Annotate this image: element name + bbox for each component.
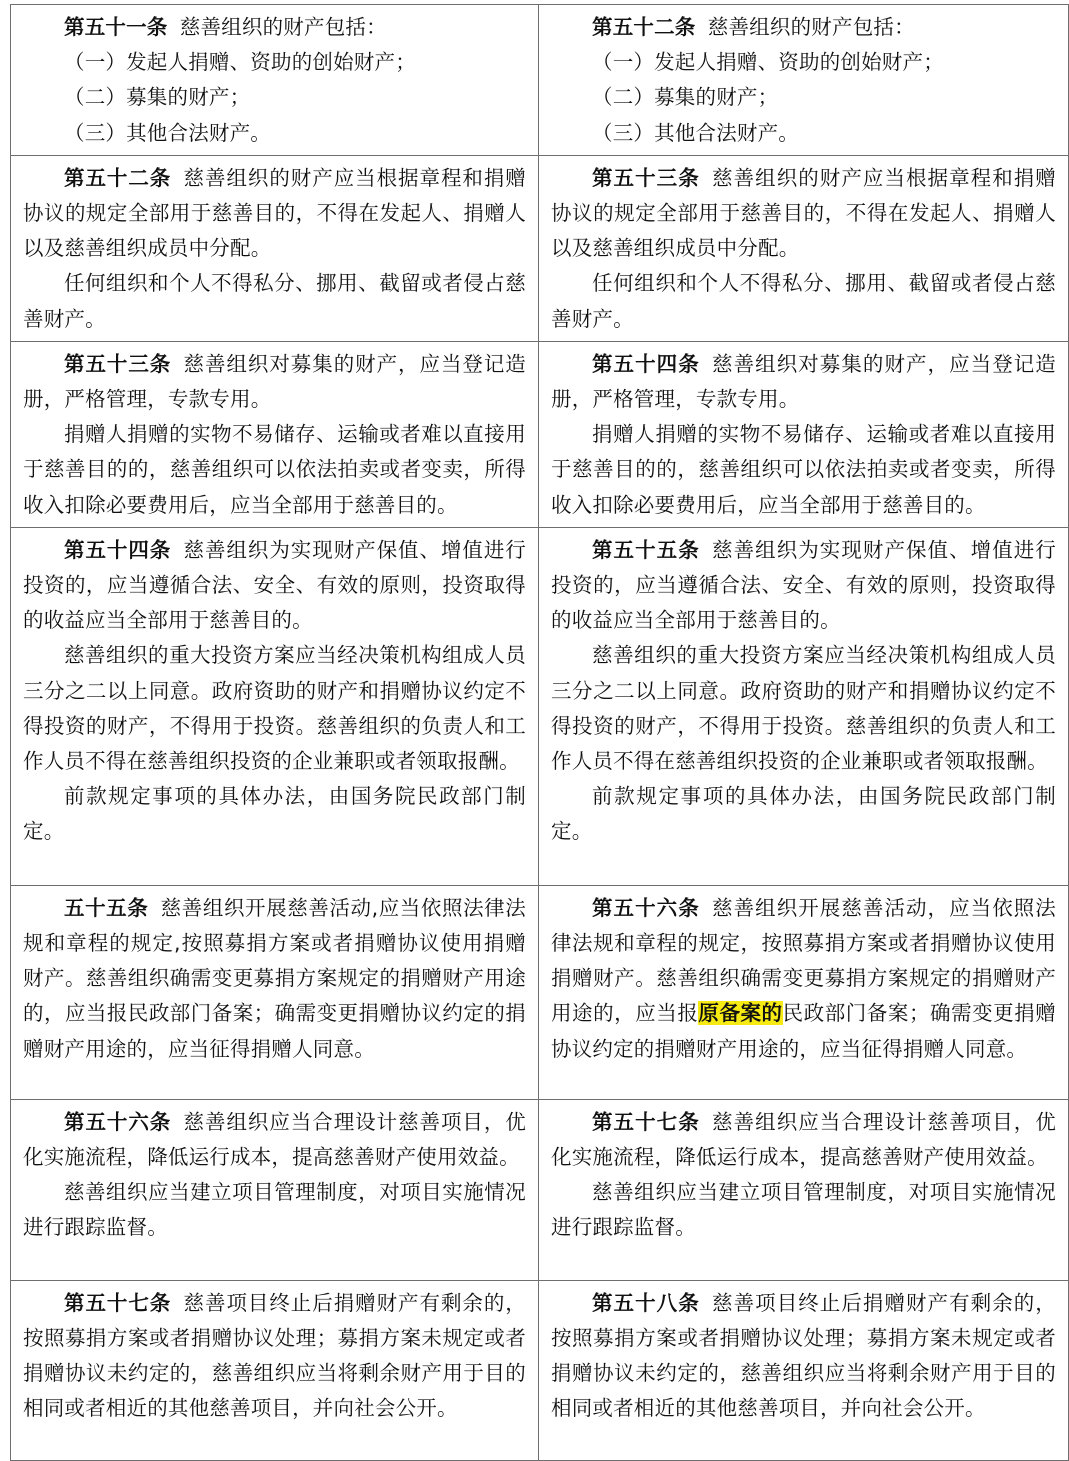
article-number: 第五十三条: [64, 351, 172, 376]
new-article-cell: [539, 5, 1069, 156]
old-article-cell: [11, 527, 539, 885]
article-paragraph: [551, 1105, 1056, 1175]
article-paragraph: 任何组织和个人不得私分、挪用、截留或者侵占慈善财产。: [23, 271, 526, 331]
article-paragraph: 前款规定事项的具体办法，由国务院民政部门制定。: [551, 784, 1056, 844]
article-paragraph: （一）发起人捐赠、资助的创始财产；: [592, 50, 944, 75]
article-paragraph: [23, 347, 526, 417]
article-paragraph: [551, 10, 1056, 45]
article-number: 第五十四条: [64, 537, 172, 562]
article-text: 慈善组织应当合理设计慈善项目，优化实施流程，降低运行成本，提高慈善财产使用效益。: [23, 1109, 526, 1170]
article-paragraph: 捐赠人捐赠的实物不易储存、运输或者难以直接用于慈善目的的，慈善组织可以依法拍卖或者变卖，所得收入扣除必要费用后，应当全部用于慈善目的。: [551, 422, 1056, 517]
old-article-cell: [11, 155, 539, 341]
article-paragraph: （二）募集的财产；: [592, 85, 779, 110]
article-text: 慈善组织的财产包括：: [179, 15, 387, 39]
article-number: 第五十二条: [592, 15, 696, 39]
article-number: 第五十八条: [592, 1290, 700, 1315]
table-row: [11, 5, 1069, 156]
article-paragraph: 慈善组织的重大投资方案应当经决策机构组成人员三分之二以上同意。政府资助的财产和捐赠协议约定不得投资的财产，不得用于投资。慈善组织的负责人和工作人员不得在慈善组织投资的企业兼职或者领取报酬。: [23, 643, 526, 774]
article-paragraph: [23, 1286, 526, 1427]
article-paragraph: [23, 891, 526, 1067]
table-row: [11, 155, 1069, 341]
article-text: 慈善项目终止后捐赠财产有剩余的，按照募捐方案或者捐赠协议处理；募捐方案未规定或者捐赠协议未约定的，慈善组织应当将剩余财产用于目的相同或者相近的其他慈善项目，并向社会公开。: [551, 1290, 1056, 1421]
article-number: 第五十三条: [592, 165, 700, 190]
article-paragraph: 捐赠人捐赠的实物不易储存、运输或者难以直接用于慈善目的的，慈善组织可以依法拍卖或者变卖，所得收入扣除必要费用后，应当全部用于慈善目的。: [23, 422, 526, 517]
comparison-table: [10, 4, 1069, 1461]
article-paragraph: [551, 1286, 1056, 1427]
old-article-cell: [11, 885, 539, 1099]
new-article-cell: [539, 527, 1069, 885]
article-text: 慈善组织为实现财产保值、增值进行投资的，应当遵循合法、安全、有效的原则，投资取得的收益应当全部用于慈善目的。: [551, 537, 1056, 633]
article-text: 慈善组织为实现财产保值、增值进行投资的，应当遵循合法、安全、有效的原则，投资取得的收益应当全部用于慈善目的。: [23, 537, 526, 633]
article-paragraph: [23, 1105, 526, 1175]
old-article-cell: [11, 341, 539, 527]
article-number: 五十五条: [64, 895, 149, 920]
article-text: 慈善组织对募集的财产，应当登记造册，严格管理，专款专用。: [551, 351, 1056, 412]
article-paragraph: 慈善组织应当建立项目管理制度，对项目实施情况进行跟踪监督。: [23, 1180, 526, 1240]
article-paragraph: （一）发起人捐赠、资助的创始财产；: [64, 50, 416, 75]
article-number: 第五十七条: [592, 1109, 700, 1134]
article-paragraph: [23, 161, 526, 267]
new-article-cell: [539, 341, 1069, 527]
article-number: 第五十六条: [64, 1109, 172, 1134]
article-number: 第五十七条: [64, 1290, 172, 1315]
old-article-cell: [11, 5, 539, 156]
article-number: 第五十一条: [64, 15, 168, 39]
old-article-cell: [11, 1280, 539, 1460]
article-paragraph: （三）其他合法财产。: [64, 120, 271, 145]
article-text: 慈善组织开展慈善活动,应当依照法律法规和章程的规定,按照募捐方案或者捐赠协议使用捐赠财产。慈善组织确需变更募捐方案规定的捐赠财产用途的，应当报民政部门备案；确需变更捐赠协议约定的捐赠财产用途的，应当征得捐赠人同意。: [23, 895, 526, 1061]
article-paragraph: [551, 161, 1056, 267]
table-row: [11, 341, 1069, 527]
article-paragraph: [551, 347, 1056, 417]
article-paragraph: [23, 10, 526, 45]
new-article-cell: [539, 885, 1069, 1099]
article-paragraph: 任何组织和个人不得私分、挪用、截留或者侵占慈善财产。: [551, 271, 1056, 331]
highlighted-amendment: 原备案的: [698, 1001, 783, 1026]
article-text: 慈善组织的财产应当根据章程和捐赠协议的规定全部用于慈善目的，不得在发起人、捐赠人以及慈善组织成员中分配。: [23, 165, 526, 261]
old-article-cell: [11, 1099, 539, 1280]
article-paragraph: 慈善组织应当建立项目管理制度，对项目实施情况进行跟踪监督。: [551, 1180, 1056, 1240]
comparison-document: [10, 4, 1056, 1461]
table-row: [11, 1280, 1069, 1460]
article-number: 第五十二条: [64, 165, 172, 190]
article-text: 慈善组织对募集的财产，应当登记造册，严格管理，专款专用。: [23, 351, 526, 412]
article-number: 第五十五条: [592, 537, 700, 562]
article-paragraph: 前款规定事项的具体办法，由国务院民政部门制定。: [23, 784, 526, 844]
article-paragraph: 慈善组织的重大投资方案应当经决策机构组成人员三分之二以上同意。政府资助的财产和捐赠协议约定不得投资的财产，不得用于投资。慈善组织的负责人和工作人员不得在慈善组织投资的企业兼职或者领取报酬。: [551, 643, 1056, 774]
table-row: [11, 527, 1069, 885]
article-number: 第五十四条: [592, 351, 700, 376]
article-text: 民政部门备案；确需变更捐赠协议约定的捐赠财产用途的，应当征得捐赠人同意。: [551, 1001, 1056, 1061]
article-text: 慈善组织应当合理设计慈善项目，优化实施流程，降低运行成本，提高慈善财产使用效益。: [551, 1109, 1056, 1170]
article-text: 慈善组织的财产包括：: [707, 15, 915, 39]
article-number: 第五十六条: [592, 895, 700, 920]
article-paragraph: （二）募集的财产；: [64, 85, 251, 110]
article-text: 慈善项目终止后捐赠财产有剩余的，按照募捐方案或者捐赠协议处理；募捐方案未规定或者捐赠协议未约定的，慈善组织应当将剩余财产用于目的相同或者相近的其他慈善项目，并向社会公开。: [23, 1290, 526, 1421]
article-paragraph: （三）其他合法财产。: [592, 120, 799, 145]
article-text: 慈善组织的财产应当根据章程和捐赠协议的规定全部用于慈善目的，不得在发起人、捐赠人以及慈善组织成员中分配。: [551, 165, 1056, 261]
article-paragraph: [551, 533, 1056, 639]
article-text: 慈善组织开展慈善活动，应当依照法律法规和章程的规定，按照募捐方案或者捐赠协议使用捐赠财产。慈善组织确需变更募捐方案规定的捐赠财产用途的，应当报: [551, 895, 1056, 1026]
new-article-cell: [539, 1280, 1069, 1460]
new-article-cell: [539, 155, 1069, 341]
table-row: [11, 885, 1069, 1099]
table-row: [11, 1099, 1069, 1280]
new-article-cell: [539, 1099, 1069, 1280]
article-paragraph: [23, 533, 526, 639]
article-paragraph: [551, 891, 1056, 1067]
